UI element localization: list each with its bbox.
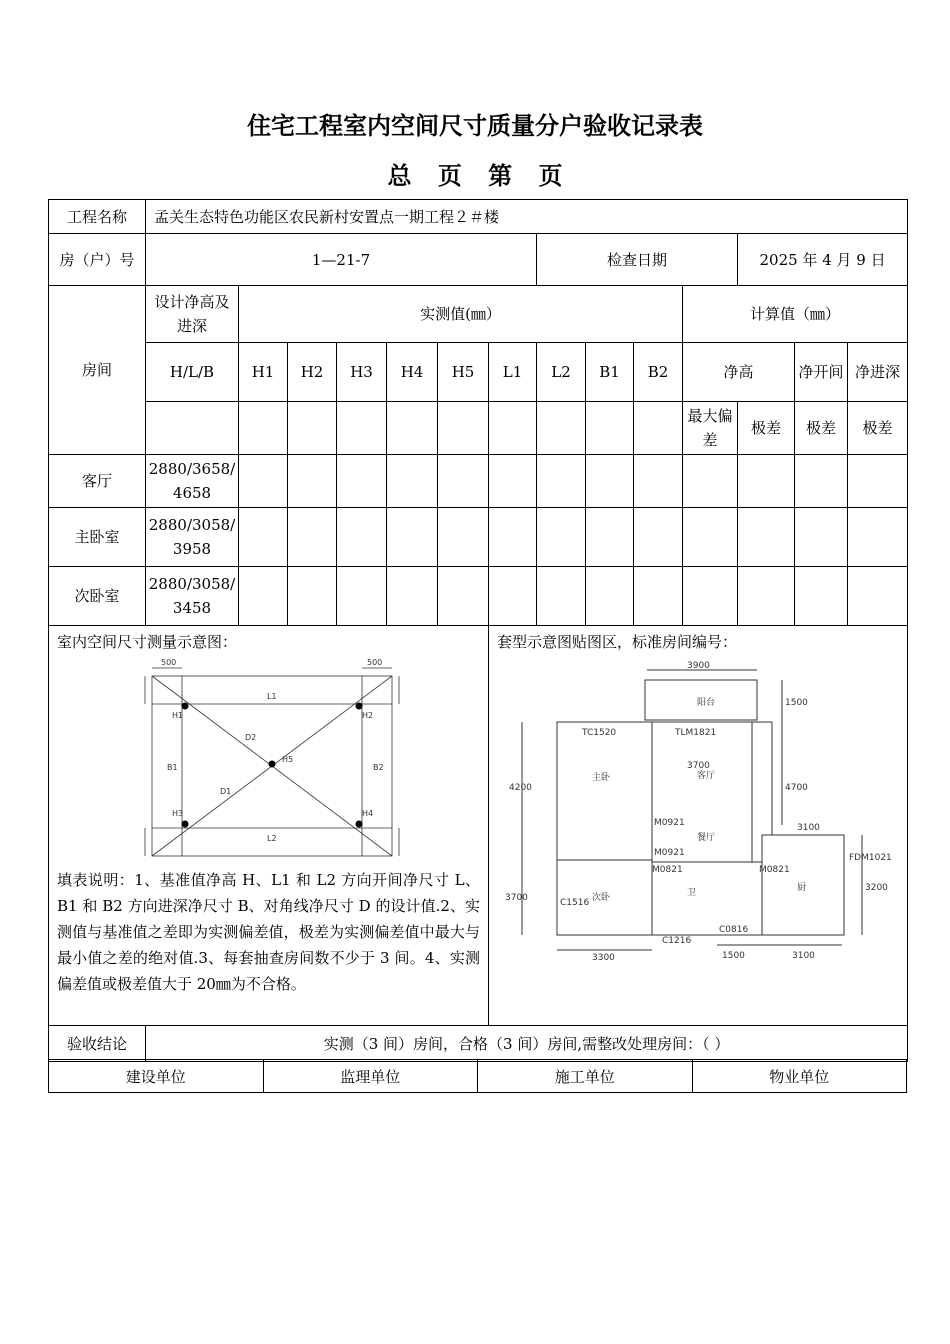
room-name: 客厅: [49, 455, 146, 508]
room-header: 房间: [49, 286, 146, 455]
conclusion-label: 验收结论: [49, 1026, 146, 1062]
dim-label: 500: [161, 658, 177, 667]
room-name-kitchen: 厨: [797, 883, 807, 893]
conclusion-text: 实测（3 间）房间，合格（3 间）房间,需整改处理房间：（ ）: [146, 1026, 908, 1062]
room-name-master: 主卧: [592, 773, 611, 783]
room-name: 次卧室: [49, 567, 146, 626]
col-header: H5: [438, 343, 489, 402]
room-name-second: 次卧: [592, 893, 611, 903]
page-counter: [0, 156, 950, 191]
room-design: 2880/3058/3958: [146, 508, 239, 567]
label-h1: H1: [172, 711, 184, 720]
signature-cell: 施工单位: [478, 1060, 693, 1093]
label-l1: L1: [267, 692, 277, 701]
table-row: [49, 567, 908, 626]
col-header: H4: [387, 343, 438, 402]
plan-dim: 1500: [785, 698, 808, 708]
signature-cell: 监理单位: [263, 1060, 478, 1093]
page-label: 页: [437, 162, 462, 190]
plan-code: M0821: [759, 865, 790, 875]
total-label: 总: [387, 162, 412, 190]
master-bedroom-outline: [557, 722, 652, 860]
calc-header: 计算值（㎜）: [683, 286, 908, 343]
floor-plan: [497, 660, 897, 980]
col-header: B2: [634, 343, 683, 402]
measurement-diagram-panel: [49, 626, 489, 1026]
plan-dim: 3900: [687, 661, 710, 671]
signature-cell: 建设单位: [49, 1060, 264, 1093]
page-title: 住宅工程室内空间尺寸质量分户验收记录表: [247, 112, 703, 140]
room-design: 2880/3058/3458: [146, 567, 239, 626]
room-design: 2880/3658/4658: [146, 455, 239, 508]
table-row: [49, 455, 908, 508]
project-value: 孟关生态特色功能区农民新村安置点一期工程２＃楼: [146, 200, 908, 234]
plan-dim: 4700: [785, 783, 808, 793]
label-l2: L2: [267, 834, 277, 843]
plan-code: M0821: [652, 865, 683, 875]
label-d2: D2: [245, 733, 257, 742]
col-header: H1: [239, 343, 288, 402]
label-b2: B2: [373, 763, 384, 772]
room-name-bath: 卫: [687, 888, 697, 898]
signature-cell: 物业单位: [692, 1060, 907, 1093]
diagram-title: 室内空间尺寸测量示意图：: [57, 633, 238, 651]
floor-plan-panel: [489, 626, 908, 1026]
col-header: H3: [337, 343, 387, 402]
measured-header: 实测值(㎜）: [239, 286, 683, 343]
plan-dim: 3700: [505, 893, 528, 903]
room-name: 主卧室: [49, 508, 146, 567]
design-header: 设计净高及进深: [146, 286, 239, 343]
net-width-header: 净开间: [795, 343, 848, 402]
label-h5: H5: [282, 755, 294, 764]
fill-instructions: 填表说明：1、基准值净高 H、L1 和 L2 方向开间净尺寸 L、B1 和 B2 方向进深净尺寸 B、对角线净尺寸 D 的设计值.2、实测值与基准值之差即为实测偏差值，极差为实测偏差值中最大与最小值之差的绝对值.3、每套抽查房间数不少于 3 间。4、实测偏差值或极差值大于 20㎜为不合格。: [57, 871, 480, 993]
plan-code: C1216: [662, 936, 692, 946]
col-header: L1: [489, 343, 537, 402]
date-value: 2025 年 4 月 9 日: [738, 234, 908, 286]
plan-title: 套型示意图贴图区，标准房间编号：: [497, 633, 738, 651]
net-height-header: 净高: [683, 343, 795, 402]
plan-dim: 3100: [797, 823, 820, 833]
inspection-table: [48, 199, 908, 1062]
date-label: 检查日期: [537, 234, 738, 286]
plan-dim: 1500: [722, 951, 745, 961]
room-name-dining: 餐厅: [697, 833, 716, 843]
plan-dim: 3200: [865, 883, 888, 893]
plan-code: TC1520: [582, 728, 617, 738]
label-d1: D1: [220, 787, 232, 796]
signature-table: [48, 1059, 907, 1093]
plan-code: C0816: [719, 925, 749, 935]
range-header: 极差: [795, 402, 848, 455]
table-row: [49, 508, 908, 567]
nth-label: 第: [488, 162, 513, 190]
plan-code: M0921: [654, 848, 685, 858]
plan-code: C1516: [560, 898, 590, 908]
measurement-diagram: [57, 656, 477, 861]
room-name-balcony: 阳台: [697, 698, 716, 708]
unit-value: 1—21-7: [146, 234, 537, 286]
col-header: L2: [537, 343, 586, 402]
plan-dim: 3700: [687, 761, 710, 771]
col-header: H2: [288, 343, 337, 402]
label-b1: B1: [167, 763, 178, 772]
unit-label: 房（户）号: [49, 234, 146, 286]
dim-label: 500: [367, 658, 383, 667]
plan-code: M0921: [654, 818, 685, 828]
plan-dim: 3300: [592, 953, 615, 963]
plan-code: TLM1821: [675, 728, 717, 738]
net-depth-header: 净进深: [848, 343, 908, 402]
room-name-living: 客厅: [697, 771, 716, 781]
label-h2: H2: [362, 711, 374, 720]
plan-dim: 3100: [792, 951, 815, 961]
range-header: 极差: [848, 402, 908, 455]
hlb-header: H/L/B: [146, 343, 239, 402]
page-label-2: 页: [538, 162, 563, 190]
plan-dim: 4200: [509, 783, 532, 793]
project-label: 工程名称: [49, 200, 146, 234]
label-h4: H4: [362, 809, 374, 818]
plan-code: FDM1021: [849, 853, 892, 863]
range-header: 极差: [738, 402, 795, 455]
max-dev-header: 最大偏差: [683, 402, 738, 455]
label-h3: H3: [172, 809, 184, 818]
col-header: B1: [586, 343, 634, 402]
